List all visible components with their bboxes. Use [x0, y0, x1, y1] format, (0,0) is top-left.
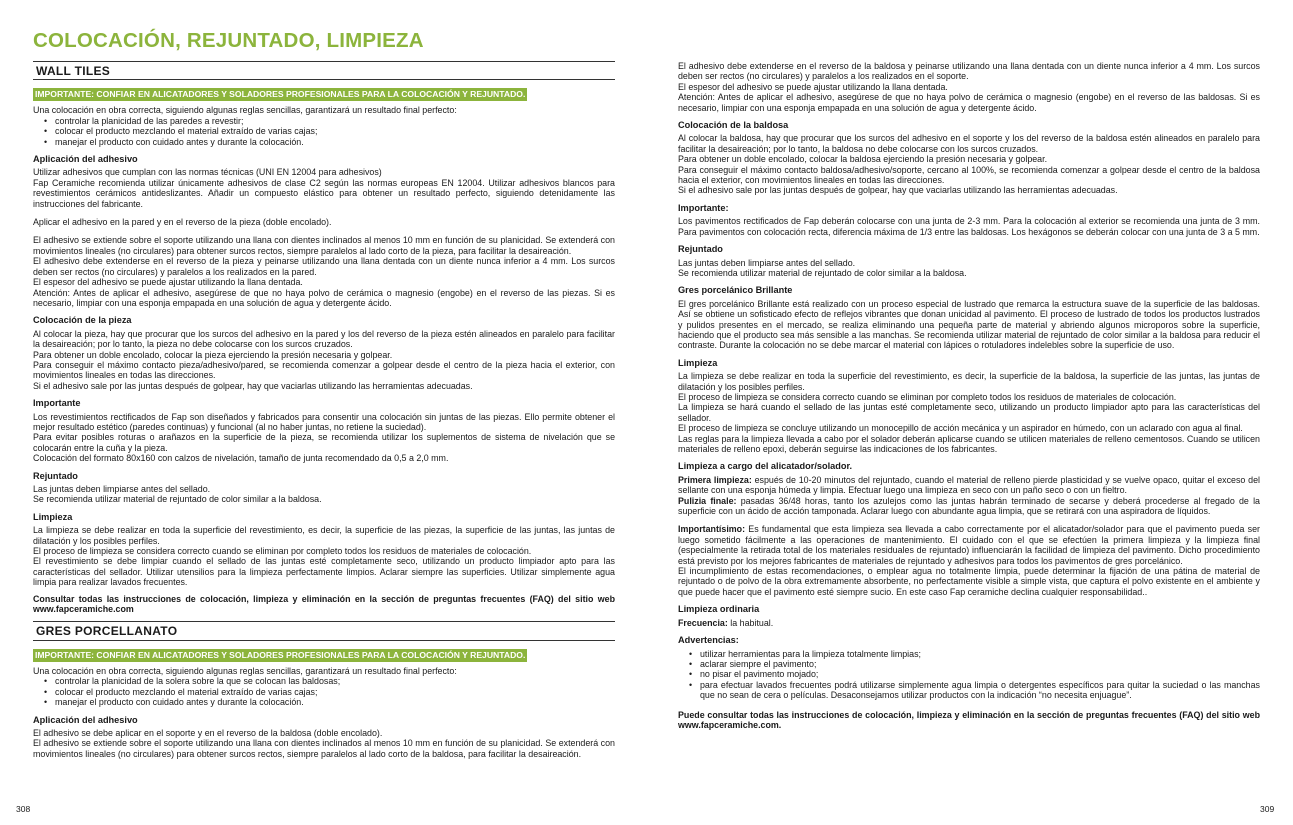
page-title: COLOCACIÓN, REJUNTADO, LIMPIEZA — [33, 29, 424, 52]
list-item: • colocar el producto mezclando el material extraído de varias cajas; — [33, 126, 615, 136]
paragraph: Para conseguir el máximo contacto pieza/adhesivo/pared, se recomienda comenzar a golpear desde el centro de la pieza hacia el exterior, con movimientos lineales en todas las direcciones. — [33, 359, 615, 381]
list-item: • controlar la planicidad de las paredes a revestir; — [33, 116, 615, 126]
paragraph — [678, 618, 1260, 628]
list-item: • controlar la planicidad de la solera sobre la que se colocan las baldosas; — [33, 676, 615, 686]
label: Frecuencia: — [678, 617, 728, 628]
list-item: • no pisar el pavimento mojado; — [678, 669, 1260, 679]
paragraph: Utilizar adhesivos que cumplan con las normas técnicas (UNI EN 12004 para adhesivos) — [33, 167, 382, 178]
paragraph: Para obtener un doble encolado, colocar la pieza ejerciendo la presión necesaria y golpear. — [33, 349, 393, 360]
text: espués de 10-20 minutos del rejuntado, cuando el material de relleno pierde plasticidad y se vuelve opaco, quitar el exceso del sellante con una esponja húmeda y limpia. Efectuar luego una limpieza en seco con un paño seco o con un fieltro. — [678, 474, 1260, 496]
warnings-list — [678, 649, 1260, 701]
paragraph: Para obtener un doble encolado, colocar la baldosa ejerciendo la presión necesaria y golpear. — [678, 154, 1048, 165]
paragraph: El adhesivo debe extenderse en el reverso de la baldosa y peinarse utilizando una llana dentada con un diente nunca inferior a 4 mm. Los surcos deben ser rectos (no circulares) y paralelos a los realizados en el soporte. — [678, 61, 1260, 82]
paragraph: El espesor del adhesivo se puede ajustar utilizando la llana dentada. — [33, 277, 303, 288]
paragraph: El proceso de limpieza se considera correcto cuando se eliminan por completo todos los residuos de materiales de colocación. — [33, 546, 532, 557]
left-column — [33, 61, 615, 759]
paragraph: Los revestimientos rectificados de Fap son diseñados y fabricados para consentir una colocación sin juntas de las piezas. Ello permite obtener el mejor resultado estético (paredes continuas) y funcional (al no haber juntas, no retiene la suciedad). — [33, 411, 615, 432]
paragraph: La limpieza se hará cuando el sellado de las juntas esté completamente seco, utilizando un producto limpiador apto para las características del sellador. — [678, 402, 1260, 423]
paragraph: Al colocar la baldosa, hay que procurar que los surcos del adhesivo en el soporte y los del reverso de la baldosa estén alineados en paralelo para facilitar la desaireación; por lo tanto, la baldosa no debe colocarse con los surcos cruzados. — [678, 133, 1260, 154]
paragraph: Se recomienda utilizar material de rejuntado de color similar a la baldosa. — [678, 267, 967, 278]
paragraph: Colocación del formato 80x160 con calzos de nivelación, tamaño de junta recomendado da 0,5 a 2,0 mm. — [33, 453, 449, 464]
paragraph: El proceso de limpieza se concluye utilizando un monocepillo de acción mecánica y un aspirador en húmedo, con un aclarado con agua al final. — [678, 423, 1243, 434]
paragraph: Las juntas deben limpiarse antes del sellado. — [33, 484, 211, 494]
wall-tiles-heading: WALL TILES — [33, 61, 615, 80]
section-heading: Rejuntado — [33, 470, 78, 481]
section-heading: Advertencias: — [678, 635, 739, 646]
paragraph: Las juntas deben limpiarse antes del sellado. — [678, 257, 856, 268]
paragraph: Para evitar posibles roturas o arañazos en la superficie de la pieza, se recomienda utilizar los suplementos de sistema de nivelación que se colocarán entre la cuña y la pieza. — [33, 432, 615, 453]
section-heading: Limpieza — [678, 357, 718, 368]
list-item: • para efectuar lavados frecuentes podrá utilizarse simplemente agua limpia o detergentes específicos para quitar la suciedad o las manchas que no sean de cera o películas. Desaconsejamos utilizar productos con la indicación “no necesita enjuague”. — [678, 680, 1260, 701]
label: Pulizia finale: — [678, 495, 737, 506]
paragraph: Los pavimentos rectificados de Fap deberán colocarse con una junta de 2-3 mm. Para la colocación al exterior se recomienda una junta de 3 mm. Para pavimentos con colocación recta, diferencia máxima de 1/3 entre las baldosas. Los hexágonos se deberán colocar con una junta de 3 a 5 mm. — [678, 216, 1260, 237]
paragraph: El adhesivo se extiende sobre el soporte utilizando una llana con dientes inclinados al menos 10 mm en función de su planicidad. Se extenderá con movimientos lineales (no circulares) para obtener surcos rectos, siempre paralelos al lado corto de la pieza, para facilitar la desaireación. — [33, 235, 615, 256]
wall-bullets — [33, 116, 615, 147]
paragraph: El adhesivo se debe aplicar en el soporte y en el reverso de la baldosa (doble encolado). — [33, 727, 383, 738]
page-number-left: 308 — [16, 804, 31, 814]
section-heading: Rejuntado — [678, 244, 723, 255]
faq-note: Consultar todas las instrucciones de colocación, limpieza y eliminación en la sección de preguntas frecuentes (FAQ) del sitio web www.fapceramiche.com — [33, 593, 615, 615]
paragraph: El adhesivo se extiende sobre el soporte utilizando una llana con dientes inclinados al menos 10 mm en función de su planicidad. Se extenderá con movimientos lineales (no circulares) para obtener surcos rectos, siempre paralelos al lado corto de la baldosa, para facilitar la desaireación. — [33, 738, 615, 759]
paragraph: El incumplimiento de estas recomendaciones, o emplear agua no totalmente limpia, puede determinar la fijación de una pátina de material de rejuntado o de polvo de la obra extremamente absorbente, no perfectamente visible a simple vista, que captura el polvo existente en el ambiente y que puede hacer que el pavimento esté siempre sucio. En este caso Fap ceramiche declina cualquier responsabilidad.. — [678, 566, 1260, 597]
gres-bullets — [33, 676, 615, 707]
paragraph: Se recomienda utilizar material de rejuntado de color similar a la baldosa. — [33, 494, 322, 505]
paragraph: Aplicar el adhesivo en la pared y en el reverso de la pieza (doble encolado). — [33, 217, 332, 228]
paragraph: El gres porcelánico Brillante está realizado con un proceso especial de lustrado que remarca la estructura suave de la superficie de las baldosas. Así se obtiene un sofisticado efecto de reflejos vibrantes que donan unicidad al pavimento. El proceso de lustrado de todos los productos lustrados y pulidos presentes en el mercado, se realiza eliminando una pequeña parte de material y abriendo algunos microporos sobre la superficie, haciendo que el producto sea más sensible a las manchas. Se recomienda utilizar material de rejuntado de color similar a la baldosa para reducir el contraste. Durante la colocación no se debe marcar el material con lápices o rotuladores indelebles sobre la superficie de uso. — [678, 298, 1260, 351]
paragraph: Fap Ceramiche recomienda utilizar únicamente adhesivos de clase C2 según las normas europeas EN 12004. Utilizar adhesivos blancos para revestimientos cerámicos antideslizantes. Añadir un compuesto elástico para obtener un resultado perfecto, siguiendo detenidamente las instrucciones del fabricante. — [33, 177, 615, 209]
section-heading: Aplicación del adhesivo — [33, 154, 138, 165]
section-heading: Gres porcelánico Brillante — [678, 285, 793, 296]
paragraph: La limpieza se debe realizar en toda la superficie del revestimiento, es decir, la superficie de la baldosa, la superficie de las juntas, las juntas de dilatación y los posibles perfiles. — [678, 371, 1260, 392]
paragraph: Atención: Antes de aplicar el adhesivo, asegúrese de que no haya polvo de cerámica o magnesio (engobe) en el reverso de las baldosas. Si es necesario, limpiar con una esponja empapada en una solución de agua y detergente ácido. — [678, 92, 1260, 113]
paragraph: El proceso de limpieza se considera correcto cuando se eliminan por completo todos los residuos de materiales de colocación. — [678, 391, 1177, 402]
wall-intro: Una colocación en obra correcta, siguiendo algunas reglas sencillas, garantizará un resultado final perfecto: — [33, 105, 457, 116]
paragraph — [678, 524, 1260, 566]
text: pasadas 36/48 horas, tanto los azulejos como las juntas habrán terminado de secarse y deberá procederse al fregado de la superficie con un ácido de acción tamponada. Aclarar luego con abundante agua limpia, que se retirará con una aspiradora de líquidos. — [678, 495, 1260, 517]
paragraph: Si el adhesivo sale por las juntas después de golpear, hay que vaciarlas utilizando las herramientas adecuadas. — [678, 185, 1118, 196]
list-item: • utilizar herramientas para la limpieza totalmente limpias; — [678, 649, 1260, 659]
section-heading: Limpieza — [33, 511, 73, 522]
paragraph: El adhesivo debe extenderse en el reverso de la pieza y peinarse utilizando una llana dentada con un diente nunca inferior a 4 mm. Los surcos deben ser rectos (no circulares) y paralelos a los realizados en la pared. — [33, 256, 615, 277]
paragraph: La limpieza se debe realizar en toda la superficie del revestimiento, es decir, la superficie de las piezas, la superficie de las juntas, las juntas de dilatación y los posibles perfiles. — [33, 525, 615, 546]
section-heading: Importante — [33, 398, 81, 409]
paragraph — [678, 475, 1260, 496]
right-column — [678, 61, 1260, 730]
paragraph: Si el adhesivo sale por las juntas después de golpear, hay que vaciarlas utilizando las herramientas adecuadas. — [33, 380, 473, 391]
paragraph — [678, 496, 1260, 517]
text: la habitual. — [727, 617, 774, 628]
paragraph: Para conseguir el máximo contacto baldosa/adhesivo/soporte, cercano al 100%, se recomienda comenzar a golpear desde el centro de la baldosa hacia el exterior, con movimientos lineales en todas las direcciones. — [678, 164, 1260, 186]
section-heading: Limpieza a cargo del alicatador/solador. — [678, 461, 853, 472]
section-heading: Importante: — [678, 202, 729, 213]
list-item: • aclarar siempre el pavimento; — [678, 659, 1260, 669]
label: Primera limpieza: — [678, 474, 752, 485]
section-heading: Limpieza ordinaria — [678, 604, 760, 615]
paragraph: Al colocar la pieza, hay que procurar que los surcos del adhesivo en la pared y los del reverso de la pieza estén alineados en paralelo para facilitar la desaireación; por lo tanto, la pieza no debe colocarse con los surcos cruzados. — [33, 328, 615, 350]
wall-tiles-banner: IMPORTANTE: CONFIAR EN ALICATADORES Y SOLADORES PROFESIONALES PARA LA COLOCACIÓN Y REJUNTADO. — [35, 89, 526, 100]
list-item: • manejar el producto con cuidado antes y durante la colocación. — [33, 137, 615, 147]
list-item: • manejar el producto con cuidado antes y durante la colocación. — [33, 697, 615, 707]
page-number-right: 309 — [1260, 804, 1275, 814]
gres-intro: Una colocación en obra correcta, siguiendo algunas reglas sencillas, garantizará un resultado final perfecto: — [33, 665, 457, 676]
section-heading: Colocación de la pieza — [33, 315, 132, 326]
faq-note: Puede consultar todas las instrucciones de colocación, limpieza y eliminación en la sección de preguntas frecuentes (FAQ) del sitio web www.fapceramiche.com. — [678, 709, 1260, 730]
paragraph: El revestimiento se debe limpiar cuando el sellado de las juntas esté completamente seco, utilizando un producto limpiador apto para las características del sellador. Utilizar utensilios para la limpieza perfectamente limpios. Aclarar siempre las superficies. Utilizar simplemente agua limpia para realizar lavados frecuentes. — [33, 556, 615, 588]
section-heading: Colocación de la baldosa — [678, 120, 789, 131]
label: Importantísimo: — [678, 524, 746, 535]
section-heading: Aplicación del adhesivo — [33, 714, 138, 725]
gres-banner: IMPORTANTE: CONFIAR EN ALICATADORES Y SOLADORES PROFESIONALES PARA LA COLOCACIÓN Y REJUNTADO. — [35, 649, 526, 660]
list-item: • colocar el producto mezclando el material extraído de varias cajas; — [33, 687, 615, 697]
text: Es fundamental que esta limpieza sea llevada a cabo correctamente por el alicatador/solador para que el pavimento pueda ser luego sometido fácilmente a las operaciones de mantenimiento. El cuidado con el que se efectúen la primera limpieza y la limpieza final (especialmente la retirada total de los materiales residuales de rejuntado) influenciarán la facilidad de limpieza del pavimento. Dicho procedimiento está previsto por los mejores fabricantes de materiales de rejuntado y adhesivos para todos los pavimentos de gres porcelánico. — [678, 524, 1260, 566]
paragraph: Las reglas para la limpieza llevada a cabo por el solador deberán aplicarse cuando se utilicen materiales de relleno cementosos. Cuando se utilicen materiales de relleno epoxi, deberán seguirse las indicaciones de los fabricantes. — [678, 433, 1260, 454]
paragraph: Atención: Antes de aplicar el adhesivo, asegúrese de que no haya polvo de cerámica o magnesio (engobe) en el reverso de las piezas. Si es necesario, limpiar con una esponja empapada en una solución de agua y detergente ácido. — [33, 287, 615, 308]
paragraph: El espesor del adhesivo se puede ajustar utilizando la llana dentada. — [678, 81, 948, 92]
gres-porcellanato-heading: GRES PORCELLANATO — [33, 621, 615, 640]
